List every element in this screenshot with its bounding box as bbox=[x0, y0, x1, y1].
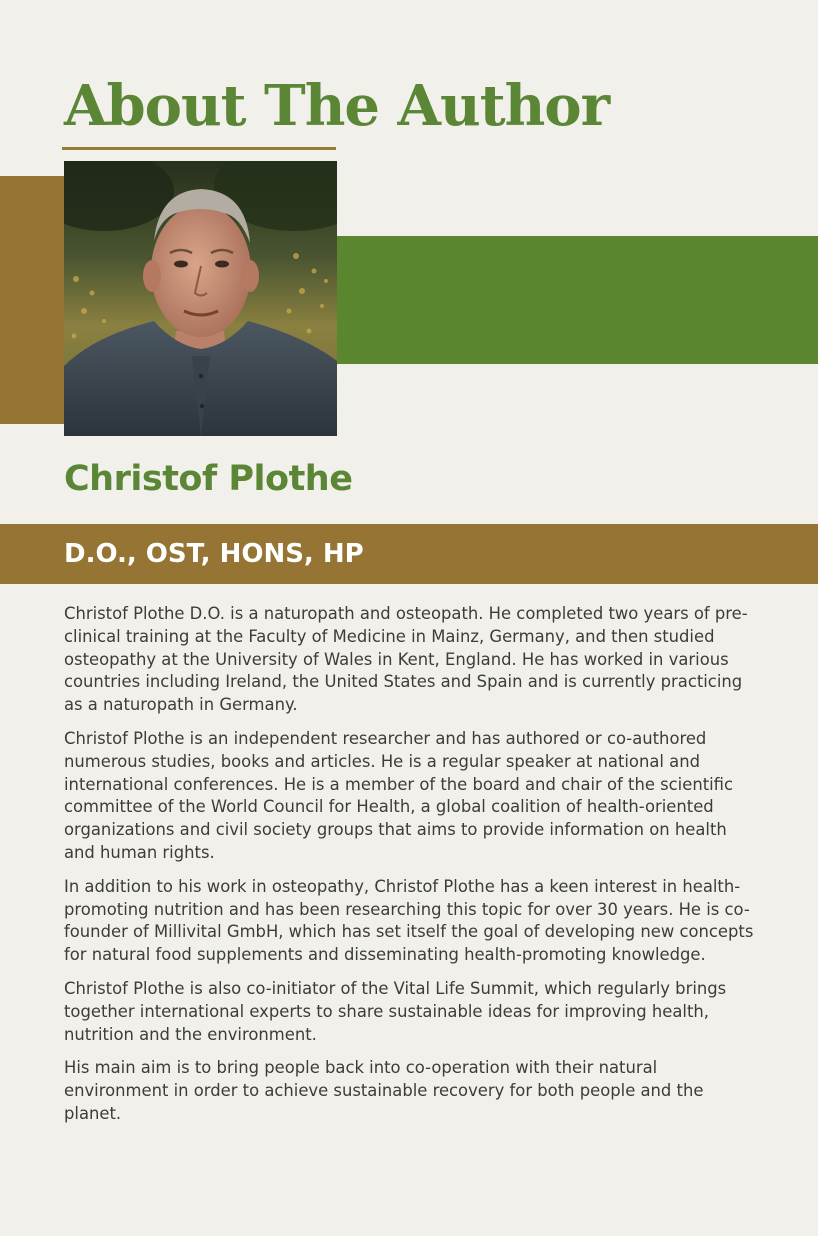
bio-paragraph: His main aim is to bring people back into co-operation with their natural environment in order to achieve sustainable recovery for both people and the planet. bbox=[64, 1058, 704, 1123]
bio-paragraph: Christof Plothe is an independent researcher and has authored or co-authored numerous studies, books and articles. He is a regular speaker at national and international conferences. He is a member of the board and chair of the scientific committee of the World Council for Health, a global coalition of health-oriented organizations and civil society groups that aims to provide information on health and human rights. bbox=[64, 728, 734, 862]
page-title: About The Author bbox=[64, 73, 610, 139]
decorative-brown-bar bbox=[0, 176, 64, 424]
author-biography bbox=[64, 603, 754, 1137]
bio-paragraph: Christof Plothe is also co-initiator of the Vital Life Summit, which regularly brings together international experts to share sustainable ideas for improving health, nutrition and the environment. bbox=[64, 978, 727, 1044]
credentials-banner bbox=[0, 524, 818, 584]
author-name: Christof Plothe bbox=[64, 459, 353, 499]
decorative-green-band bbox=[336, 236, 818, 364]
bio-paragraph: In addition to his work in osteopathy, Christof Plothe has a keen interest in health-promoting nutrition and has been researching this topic for over 30 years. He is co-founder of Millivital GmbH, which has set itself the goal of developing new concepts for natural food supplements and disseminating health-promoting knowledge. bbox=[64, 876, 754, 965]
bio-paragraph: Christof Plothe D.O. is a naturopath and osteopath. He completed two years of pre-clinical training at the Faculty of Medicine in Mainz, Germany, and then studied osteopathy at the University of Wales in Kent, England. He has worked in various countries including Ireland, the United States and Spain and is currently practicing as a naturopath in Germany. bbox=[64, 604, 748, 715]
title-underline bbox=[62, 147, 336, 150]
author-photo bbox=[64, 161, 337, 436]
author-credentials: D.O., OST, HONS, HP bbox=[64, 539, 364, 569]
